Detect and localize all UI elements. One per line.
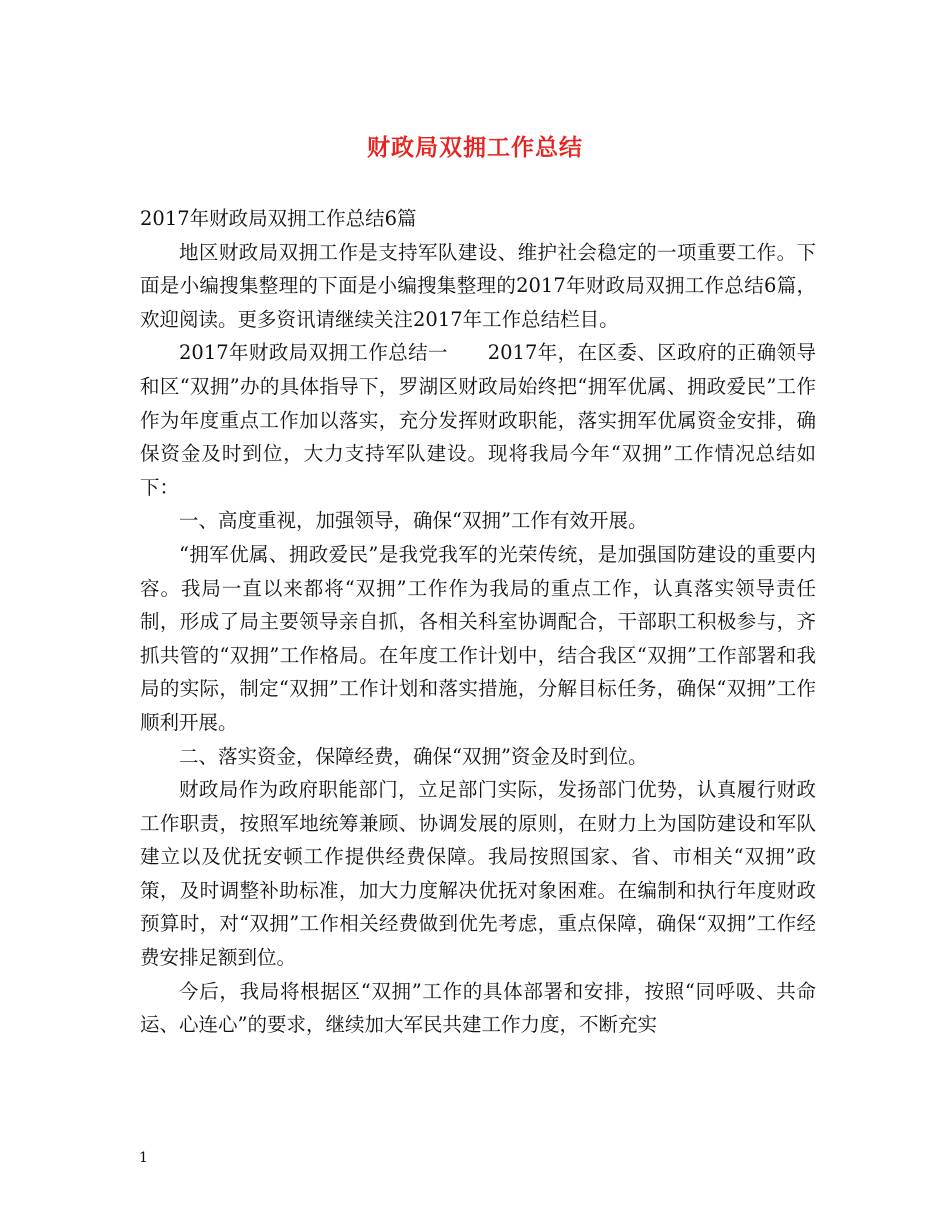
paragraph-intro: 地区财政局双拥工作是支持军队建设、维护社会稳定的一项重要工作。下面是小编搜集整理的下面是小编搜集整理的2017年财政局双拥工作总结6篇，欢迎阅读。更多资讯请继续关注2017年工作总结栏目。: [140, 240, 816, 331]
document-body: [140, 202, 816, 1042]
document-title: 财政局双拥工作总结: [367, 134, 583, 161]
paragraph-summary-one: 2017年财政局双拥工作总结一 2017年，在区委、区政府的正确领导和区“双拥”办的具体指导下，罗湖区财政局始终把“拥军优属、拥政爱民”工作作为年度重点工作加以落实，充分发挥财政职能，落实拥军优属资金安排，确保资金及时到位，大力支持军队建设。现将我局今年“双拥”工作情况总结如下：: [140, 341, 816, 499]
paragraph-future: 今后，我局将根据区“双拥”工作的具体部署和安排，按照“同呼吸、共命运、心连心”的要求，继续加大军民共建工作力度，不断充实: [140, 979, 816, 1037]
page-number: 1: [139, 1150, 148, 1166]
section-heading-one: 一、高度重视，加强领导，确保“双拥”工作有效开展。: [179, 509, 648, 533]
paragraph-section-one: “拥军优属、拥政爱民”是我党我军的光荣传统，是加强国防建设的重要内容。我局一直以来都将“双拥”工作作为我局的重点工作，认真落实领导责任制，形成了局主要领导亲自抓，各相关科室协调配合，干部职工积极参与，齐抓共管的“双拥”工作格局。在年度工作计划中，结合我区“双拥”工作部署和我局的实际，制定“双拥”工作计划和落实措施，分解目标任务，确保“双拥”工作顺利开展。: [140, 542, 816, 734]
paragraph-section-two: 财政局作为政府职能部门，立足部门实际，发扬部门优势，认真履行财政工作职责，按照军地统筹兼顾、协调发展的原则，在财力上为国防建设和军队建立以及优抚安顿工作提供经费保障。我局按照国家、省、市相关“双拥”政策，及时调整补助标准，加大力度解决优抚对象困难。在编制和执行年度财政预算时，对“双拥”工作相关经费做到优先考虑，重点保障，确保“双拥”工作经费安排足额到位。: [140, 778, 816, 970]
section-heading-two: 二、落实资金，保障经费，确保“双拥”资金及时到位。: [179, 744, 648, 768]
document-subtitle: 2017年财政局双拥工作总结6篇: [140, 207, 417, 230]
